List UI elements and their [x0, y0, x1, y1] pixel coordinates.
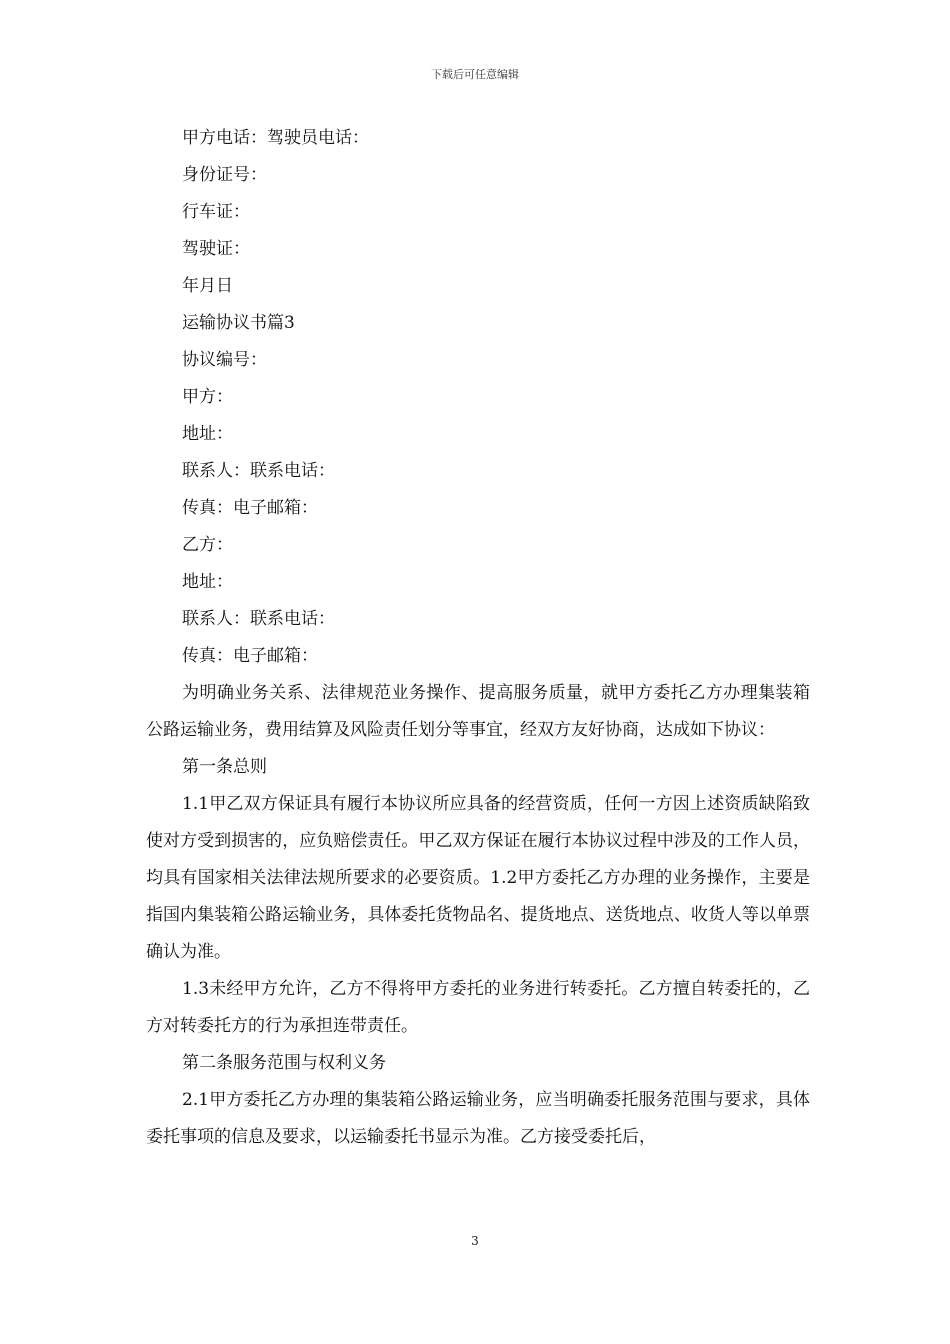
document-body [146, 120, 810, 1156]
field-id-number: 身份证号： [182, 165, 267, 185]
clause-1-3: 1.3未经甲方允许，乙方不得将甲方委托的业务进行转委托。乙方擅自转委托的，乙方对转委托方的行为承担连带责任。 [146, 979, 810, 1036]
article-1-title: 第一条总则 [182, 757, 267, 777]
article-2-title: 第二条服务范围与权利义务 [182, 1053, 386, 1073]
field-party-a-contact: 联系人：联系电话： [182, 461, 335, 481]
field-party-b-fax-email: 传真：电子邮箱： [182, 646, 318, 666]
page-header: 下载后可任意编辑 [431, 68, 519, 81]
field-party-a: 甲方： [182, 387, 233, 407]
clause-2-1: 2.1甲方委托乙方办理的集装箱公路运输业务，应当明确委托服务范围与要求，具体委托事项的信息及要求，以运输委托书显示为准。乙方接受委托后， [146, 1090, 810, 1147]
field-party-b: 乙方： [182, 535, 233, 555]
clause-1-1: 1.1甲乙双方保证具有履行本协议所应具备的经营资质，任何一方因上述资质缺陷致使对方受到损害的，应负赔偿责任。甲乙双方保证在履行本协议过程中涉及的工作人员，均具有国家相关法律法规所要求的必要资质。1.2甲方委托乙方办理的业务操作，主要是指国内集装箱公路运输业务，具体委托货物品名、提货地点、送货地点、收货人等以单票确认为准。 [146, 794, 810, 962]
field-party-b-address: 地址： [182, 572, 233, 592]
field-party-a-phone: 甲方电话：驾驶员电话： [182, 128, 369, 148]
field-agreement-number: 协议编号： [182, 350, 267, 370]
section-title: 运输协议书篇3 [182, 313, 295, 333]
intro-paragraph: 为明确业务关系、法律规范业务操作、提高服务质量，就甲方委托乙方办理集装箱公路运输业务，费用结算及风险责任划分等事宜，经双方友好协商，达成如下协议： [146, 683, 810, 740]
field-party-a-fax-email: 传真：电子邮箱： [182, 498, 318, 518]
field-date: 年月日 [182, 276, 233, 296]
field-driver-license: 驾驶证： [182, 239, 250, 259]
field-vehicle-license: 行车证： [182, 202, 250, 222]
field-party-a-address: 地址： [182, 424, 233, 444]
page-number: 3 [471, 1234, 479, 1248]
field-party-b-contact: 联系人：联系电话： [182, 609, 335, 629]
